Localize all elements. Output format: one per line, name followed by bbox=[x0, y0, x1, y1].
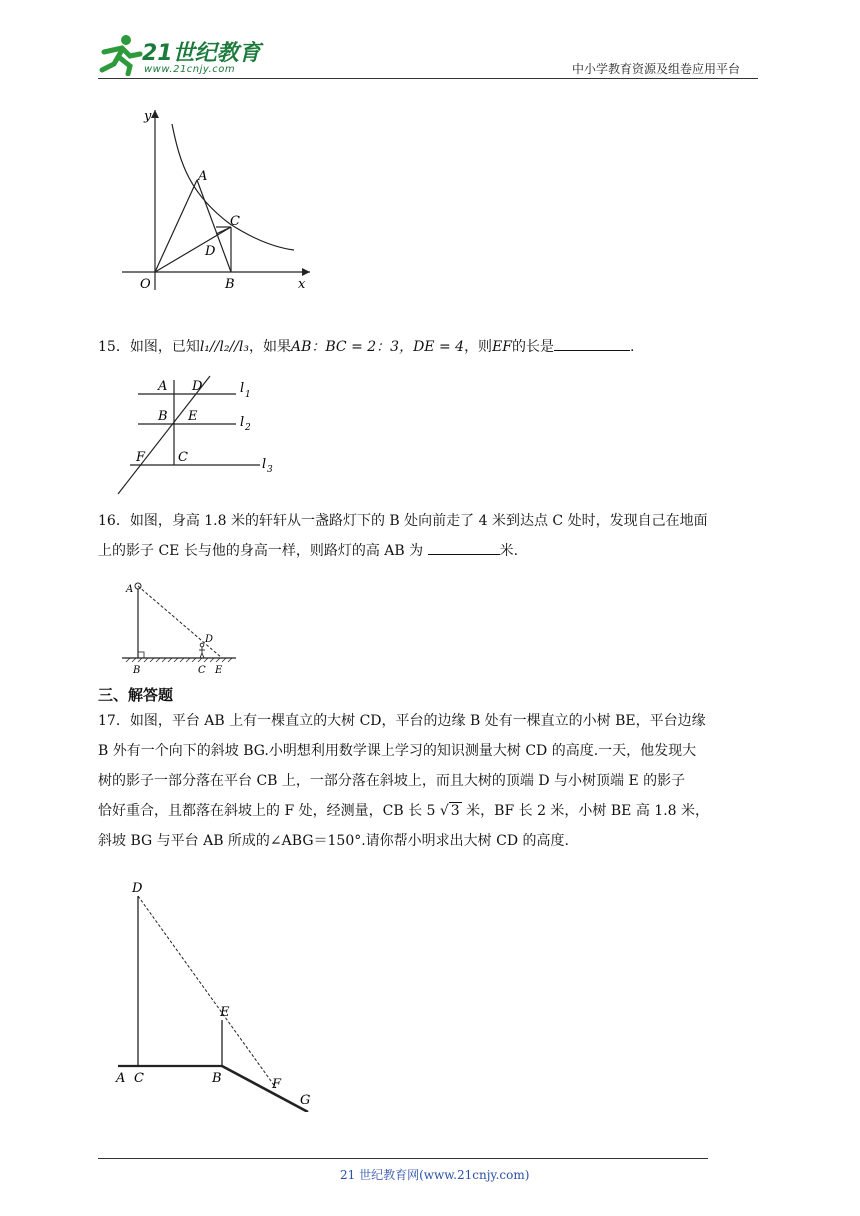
label-y: y bbox=[144, 109, 152, 124]
logo-runner-icon bbox=[96, 34, 144, 76]
label-G: G bbox=[300, 1093, 311, 1108]
label-E: E bbox=[215, 665, 223, 676]
label-F: F bbox=[136, 450, 146, 465]
label-B: B bbox=[225, 277, 235, 292]
figure-tree-slope bbox=[112, 876, 322, 1112]
q16-answer-blank[interactable] bbox=[428, 540, 500, 555]
footer-text: 21 世纪教育网(www.21cnjy.com) bbox=[340, 1168, 530, 1182]
q16-line2b: 米. bbox=[499, 543, 519, 559]
label-A: A bbox=[198, 169, 208, 184]
label-l2: l bbox=[240, 415, 245, 430]
question-17 bbox=[98, 706, 788, 856]
label-D: D bbox=[132, 881, 143, 896]
q15-text-c: ，则 bbox=[464, 339, 493, 355]
label-l1-sub: 1 bbox=[245, 390, 251, 400]
sun-ray-DF bbox=[138, 896, 276, 1088]
label-D: D bbox=[192, 379, 203, 394]
question-15 bbox=[98, 332, 758, 362]
logo bbox=[96, 34, 266, 78]
q17-line3: 树的影子一部分落在平台 CB 上，一部分落在斜坡上，而且大树的顶端 D 与小树顶端 E 的影子 bbox=[98, 773, 686, 789]
label-B: B bbox=[133, 665, 141, 676]
label-C: C bbox=[134, 1071, 144, 1086]
q15-text-a: 如图，已知 bbox=[129, 339, 200, 355]
q15-end: . bbox=[630, 339, 635, 355]
figure-hyperbola bbox=[118, 104, 318, 294]
footer-divider bbox=[98, 1158, 708, 1159]
q17-line4: 恰好重合，且都落在斜坡上的 F 处，经测量，CB 长 5 bbox=[98, 803, 436, 819]
label-B: B bbox=[212, 1071, 222, 1086]
q15-ef: EF bbox=[492, 339, 512, 355]
figure-parallel-lines bbox=[112, 372, 282, 498]
q17-line2: B 外有一个向下的斜坡 BG.小明想利用数学课上学习的知识测量大树 CD 的高度.一天，他发现大 bbox=[98, 743, 697, 759]
label-O: O bbox=[140, 277, 151, 292]
q16-line1: 16．如图，身高 1.8 米的轩轩从一盏路灯下的 B 处向前走了 4 米到达点 C 处时，发现自己在地面 bbox=[98, 513, 708, 529]
q17-line4b: 米，BF 长 2 米，小树 BE 高 1.8 米， bbox=[466, 803, 710, 819]
label-l3: l bbox=[262, 457, 267, 472]
label-B: B bbox=[158, 409, 168, 424]
hyperbola-curve bbox=[172, 124, 294, 250]
header-divider bbox=[98, 78, 758, 79]
label-x: x bbox=[298, 277, 306, 292]
logo-url: www.21cnjy.com bbox=[144, 64, 236, 75]
label-A: A bbox=[126, 584, 134, 595]
logo-text: 21世纪教育 bbox=[142, 41, 261, 66]
q15-lines: l₁//l₂//l₃ bbox=[199, 339, 249, 355]
label-D: D bbox=[205, 634, 214, 645]
q16-line2a: 上的影子 CE 长与他的身高一样，则路灯的高 AB 为 bbox=[98, 543, 424, 559]
q15-ratio: AB：BC = 2：3，DE = 4 bbox=[290, 339, 465, 355]
question-16 bbox=[98, 506, 778, 566]
label-l1: l bbox=[240, 381, 245, 396]
figure-street-lamp bbox=[118, 578, 242, 678]
q17-line5: 斜坡 BG 与平台 AB 所成的∠ABG＝150°.请你帮小明求出大树 CD 的高度. bbox=[98, 833, 569, 849]
label-l3-sub: 3 bbox=[267, 465, 273, 475]
label-C: C bbox=[230, 214, 240, 229]
section-heading: 三、解答题 bbox=[98, 686, 174, 704]
label-A: A bbox=[158, 379, 168, 394]
label-C: C bbox=[178, 450, 188, 465]
label-l2-sub: 2 bbox=[245, 423, 251, 433]
q17-line1: 17．如图，平台 AB 上有一棵直立的大树 CD，平台的边缘 B 处有一棵直立的小树 BE，平台边缘 bbox=[98, 713, 706, 729]
label-F: F bbox=[272, 1077, 282, 1092]
label-E: E bbox=[220, 1005, 230, 1020]
q15-text-d: 的长是 bbox=[512, 339, 554, 355]
q15-text-b: ，如果 bbox=[248, 339, 291, 355]
q17-sqrt: √ 3 bbox=[439, 803, 460, 819]
person-icon bbox=[199, 643, 205, 658]
label-C: C bbox=[198, 665, 206, 676]
header-slogan: 中小学教育资源及组卷应用平台 bbox=[572, 62, 741, 76]
q15-answer-blank[interactable] bbox=[554, 336, 630, 351]
label-A: A bbox=[116, 1071, 126, 1086]
label-E: E bbox=[188, 409, 198, 424]
q15-number: 15． bbox=[98, 339, 130, 355]
label-D: D bbox=[205, 244, 216, 259]
